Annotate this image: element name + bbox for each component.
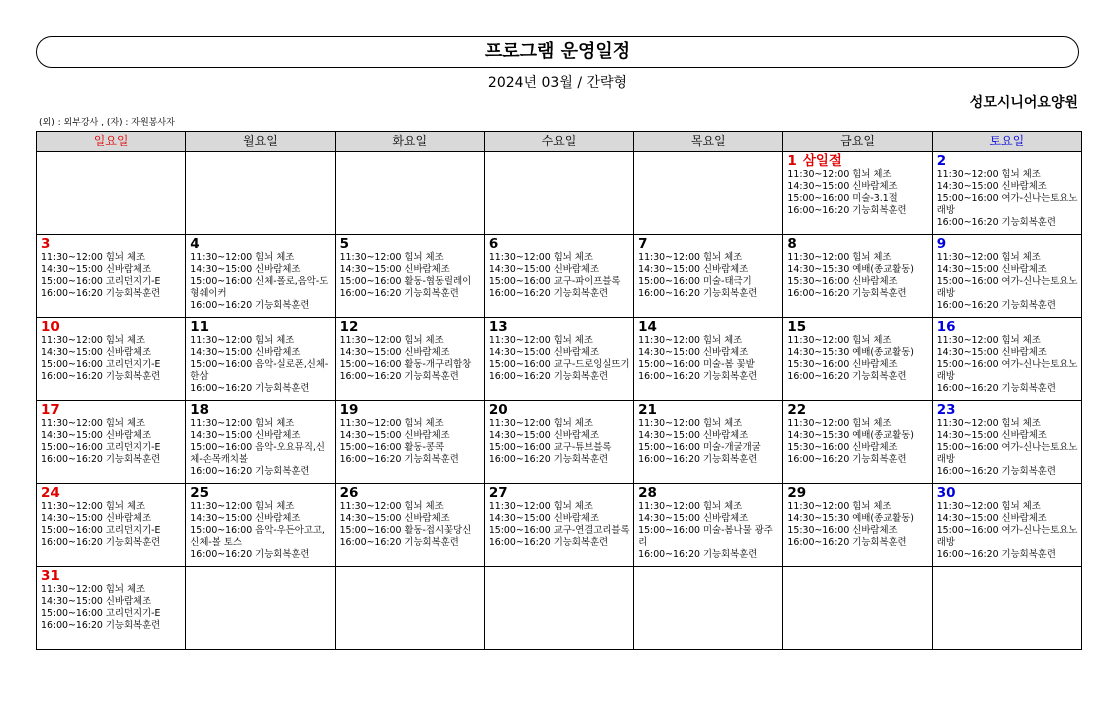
day-number [340,485,481,501]
holiday-label: 삼일절 [802,153,842,169]
schedule-entry: 11:30~12:00 힘뇌 체조 [488,501,593,512]
schedule-entry: 14:30~15:00 신바람체조 [190,513,301,524]
schedule-entry: 11:30~12:00 힘뇌 체조 [488,335,593,346]
calendar-day-cell [484,235,633,318]
calendar-day-cell [335,484,484,567]
day-number [489,402,630,418]
day-content [485,152,633,153]
day-number-text: 14 [638,319,657,335]
schedule-entry: 15:00~16:00 여가-신나는토요노래방 [936,276,1078,299]
schedule-entry: 11:30~12:00 힘뇌 체조 [190,252,295,263]
day-number-text: 23 [936,402,956,418]
schedule-entry: 16:00~16:20 기능회복훈련 [190,300,310,311]
schedule-entry: 11:30~12:00 힘뇌 체조 [41,501,146,512]
day-content [37,567,185,632]
day-number [937,402,1078,418]
schedule-entry: 11:30~12:00 힘뇌 체조 [339,335,444,346]
day-content [336,152,484,153]
weekday-header-wed: 수요일 [484,132,633,152]
schedule-entry: 15:00~16:00 여가-신나는토요노래방 [936,193,1078,216]
calendar-day-cell [932,235,1081,318]
calendar-table [36,131,1082,650]
schedule-entry: 15:00~16:00 활동-협동릴레이 [339,276,472,287]
schedule-entry: 11:30~12:00 힘뇌 체조 [787,169,892,180]
day-number [638,236,779,252]
day-number-text: 31 [41,568,60,584]
schedule-entry: 16:00~16:20 기능회복훈련 [787,537,907,548]
schedule-entry: 15:00~16:00 미술-태극기 [638,276,752,287]
day-content [336,567,484,568]
schedule-entry: 11:30~12:00 힘뇌 체조 [638,501,743,512]
schedule-entry: 14:30~15:00 신바람체조 [339,430,450,441]
day-number [787,153,928,169]
day-content [186,152,334,153]
day-number [41,568,182,584]
schedule-entry: 15:00~16:00 여가-신나는토요노래방 [936,359,1078,382]
schedule-entry: 14:30~15:00 신바람체조 [488,430,599,441]
schedule-entry: 15:00~16:00 고리던지기-E [41,359,161,370]
calendar-day-cell [783,484,932,567]
calendar-day-cell [932,567,1081,650]
day-content [186,318,334,395]
day-content [485,318,633,383]
schedule-entry: 14:30~15:00 신바람체조 [787,181,898,192]
schedule-entry: 15:00~16:00 미술-개굴개굴 [638,442,761,453]
schedule-entry: 16:00~16:20 기능회복훈련 [488,454,609,465]
calendar-day-cell [634,152,783,235]
schedule-entry: 14:30~15:00 신바람체조 [936,513,1047,524]
schedule-entry: 15:00~16:00 고리던지기-E [41,525,161,536]
day-number [787,402,928,418]
day-content [783,318,931,383]
day-content [186,484,334,561]
schedule-entry: 16:00~16:20 기능회복훈련 [190,383,310,394]
schedule-entry: 16:00~16:20 기능회복훈련 [936,383,1056,394]
day-number [340,402,481,418]
calendar-day-cell [37,484,186,567]
day-content [783,484,931,549]
day-number-text: 1 [787,153,797,169]
schedule-entry: 15:00~16:00 교구-드로잉실뜨기 [488,359,630,370]
schedule-entry: 14:30~15:30 예배(종교활동) [787,430,914,441]
day-number-text: 19 [339,402,359,418]
day-content [37,401,185,466]
calendar-day-cell [932,484,1081,567]
schedule-entry: 11:30~12:00 힘뇌 체조 [638,252,743,263]
day-content [783,567,931,568]
schedule-entry: 14:30~15:00 신바람체조 [41,264,152,275]
day-number [41,402,182,418]
schedule-entry: 15:00~16:00 신체-폴로,음악-도형쉐이커 [190,276,329,299]
weekday-header-row [37,132,1082,152]
schedule-entry: 16:00~16:20 기능회복훈련 [936,217,1056,228]
day-content [634,318,782,383]
day-content [336,235,484,300]
schedule-entry: 16:00~16:20 기능회복훈련 [936,549,1056,560]
day-content [485,235,633,300]
schedule-entry: 11:30~12:00 힘뇌 체조 [787,252,892,263]
day-number [638,485,779,501]
schedule-entry: 16:00~16:20 기능회복훈련 [488,371,609,382]
calendar-day-cell [484,567,633,650]
schedule-entry: 16:00~16:20 기능회복훈련 [190,549,310,560]
schedule-entry: 11:30~12:00 힘뇌 체조 [339,252,444,263]
day-number-text: 2 [936,153,947,169]
schedule-entry: 15:00~16:00 여가-신나는토요노래방 [936,442,1078,465]
day-content [933,401,1081,478]
day-number-text: 27 [488,485,508,501]
schedule-entry: 16:00~16:20 기능회복훈련 [488,537,609,548]
day-number-text: 3 [41,236,51,252]
schedule-entry: 15:00~16:00 미술-봄 꽃밭 [638,359,755,370]
day-content [336,318,484,383]
day-number [937,319,1078,335]
organization-name: 성모시니어요양원 [969,95,1078,111]
schedule-entry: 14:30~15:00 신바람체조 [638,264,749,275]
schedule-entry: 14:30~15:00 신바람체조 [638,347,749,358]
day-content [186,401,334,478]
calendar-day-cell [932,401,1081,484]
day-number-text: 20 [488,402,508,418]
calendar-week-row [37,235,1082,318]
schedule-entry: 15:30~16:00 신바람체조 [787,276,898,287]
day-content [933,235,1081,312]
weekday-header-mon: 월요일 [186,132,335,152]
schedule-entry: 14:30~15:30 예배(종교활동) [787,513,914,524]
schedule-entry: 15:00~16:00 교구-연결고리블록 [488,525,630,536]
schedule-entry: 15:00~16:00 고리던지기-E [41,276,161,287]
schedule-entry: 11:30~12:00 힘뇌 체조 [488,252,593,263]
calendar-day-cell [186,152,335,235]
day-number [787,236,928,252]
schedule-entry: 11:30~12:00 힘뇌 체조 [41,418,146,429]
schedule-entry: 14:30~15:00 신바람체조 [638,513,749,524]
schedule-entry: 15:00~16:00 여가-신나는토요노래방 [936,525,1078,548]
day-number-text: 22 [787,402,807,418]
weekday-header-fri: 금요일 [783,132,932,152]
day-content [634,567,782,568]
schedule-entry: 14:30~15:00 신바람체조 [488,347,599,358]
schedule-entry: 14:30~15:00 신바람체조 [936,264,1047,275]
day-content [634,152,782,153]
schedule-entry: 11:30~12:00 힘뇌 체조 [41,252,146,263]
day-number [937,485,1078,501]
weekday-header-sun: 일요일 [37,132,186,152]
day-content [933,567,1081,568]
schedule-entry: 14:30~15:00 신바람체조 [339,513,450,524]
day-number-text: 30 [936,485,956,501]
calendar-body [37,152,1082,650]
calendar-day-cell [783,318,932,401]
schedule-entry: 14:30~15:00 신바람체조 [936,181,1047,192]
calendar-day-cell [783,152,932,235]
day-content [37,318,185,383]
calendar-day-cell [484,484,633,567]
schedule-entry: 14:30~15:00 신바람체조 [190,264,301,275]
schedule-entry: 15:30~16:00 신바람체조 [787,525,898,536]
day-number [41,485,182,501]
day-number-text: 15 [787,319,807,335]
day-number-text: 29 [787,485,807,501]
schedule-entry: 11:30~12:00 힘뇌 체조 [787,418,892,429]
schedule-entry: 11:30~12:00 힘뇌 체조 [638,418,743,429]
schedule-entry: 16:00~16:20 기능회복훈련 [936,466,1056,477]
day-content [933,318,1081,395]
schedule-entry: 11:30~12:00 힘뇌 체조 [787,501,892,512]
calendar-day-cell [335,567,484,650]
schedule-entry: 14:30~15:30 예배(종교활동) [787,264,914,275]
schedule-entry: 16:00~16:20 기능회복훈련 [41,371,161,382]
legend-note: (외) : 외부강사 , (자) : 자원봉사자 [39,118,175,128]
weekday-header-thu: 목요일 [634,132,783,152]
day-number [41,319,182,335]
schedule-entry: 11:30~12:00 힘뇌 체조 [190,418,295,429]
page-subtitle: 2024년 03월 / 간략형 [487,75,628,91]
schedule-entry: 14:30~15:00 신바람체조 [190,347,301,358]
schedule-entry: 11:30~12:00 힘뇌 체조 [787,335,892,346]
schedule-entry: 16:00~16:20 기능회복훈련 [936,300,1056,311]
day-number [340,319,481,335]
schedule-entry: 11:30~12:00 힘뇌 체조 [638,335,743,346]
day-number [190,485,331,501]
calendar-day-cell [932,318,1081,401]
day-number [787,319,928,335]
schedule-entry: 14:30~15:00 신바람체조 [936,430,1047,441]
day-number-text: 16 [936,319,956,335]
calendar-day-cell [783,401,932,484]
day-content [783,401,931,466]
schedule-entry: 11:30~12:00 힘뇌 체조 [936,501,1041,512]
schedule-entry: 15:00~16:00 활동-접시꽃당신 [339,525,472,536]
schedule-entry: 15:00~16:00 고리던지기-E [41,608,161,619]
day-number-text: 4 [190,236,200,252]
schedule-entry: 16:00~16:20 기능회복훈련 [638,288,758,299]
schedule-entry: 16:00~16:20 기능회복훈련 [638,371,758,382]
schedule-entry: 14:30~15:00 신바람체조 [638,430,749,441]
schedule-entry: 15:30~16:00 신바람체조 [787,359,898,370]
calendar-day-cell [634,567,783,650]
day-number-text: 5 [339,236,349,252]
calendar-day-cell [186,401,335,484]
calendar-day-cell [186,318,335,401]
schedule-entry: 11:30~12:00 힘뇌 체조 [488,418,593,429]
calendar-day-cell [335,235,484,318]
schedule-entry: 16:00~16:20 기능회복훈련 [41,620,161,631]
calendar-day-cell [37,235,186,318]
day-content [37,484,185,549]
schedule-entry: 16:00~16:20 기능회복훈련 [787,205,907,216]
schedule-entry: 16:00~16:20 기능회복훈련 [339,454,459,465]
calendar-day-cell [186,484,335,567]
day-number-text: 21 [638,402,657,418]
schedule-entry: 14:30~15:00 신바람체조 [339,264,450,275]
calendar-day-cell [37,152,186,235]
schedule-entry: 14:30~15:00 신바람체조 [41,513,152,524]
schedule-entry: 11:30~12:00 힘뇌 체조 [936,418,1041,429]
calendar-day-cell [634,235,783,318]
schedule-entry: 14:30~15:00 신바람체조 [41,347,152,358]
calendar-day-cell [186,567,335,650]
schedule-entry: 11:30~12:00 힘뇌 체조 [936,252,1041,263]
day-number-text: 8 [787,236,797,252]
day-content [186,567,334,568]
schedule-entry: 14:30~15:00 신바람체조 [936,347,1047,358]
schedule-entry: 11:30~12:00 힘뇌 체조 [339,501,444,512]
day-number-text: 7 [638,236,648,252]
day-number-text: 18 [190,402,210,418]
schedule-entry: 15:00~16:00 고리던지기-E [41,442,161,453]
schedule-entry: 15:00~16:00 교구-튜브블록 [488,442,612,453]
calendar-day-cell [634,484,783,567]
calendar-day-cell [37,401,186,484]
schedule-entry: 16:00~16:20 기능회복훈련 [339,537,459,548]
day-number [638,402,779,418]
day-number-text: 12 [339,319,359,335]
day-number-text: 28 [638,485,657,501]
calendar-week-row [37,152,1082,235]
day-content [933,152,1081,229]
day-content [634,484,782,561]
schedule-entry: 14:30~15:00 신바람체조 [41,596,152,607]
day-number-text: 25 [190,485,210,501]
schedule-entry: 11:30~12:00 힘뇌 체조 [339,418,444,429]
calendar-day-cell [783,235,932,318]
schedule-entry: 16:00~16:20 기능회복훈련 [787,371,907,382]
day-content [634,401,782,466]
calendar-day-cell [634,318,783,401]
schedule-entry: 16:00~16:20 기능회복훈련 [787,288,907,299]
page-title: 프로그램 운영일정 [36,36,1079,68]
calendar-week-row [37,318,1082,401]
day-number [41,236,182,252]
day-number [638,319,779,335]
schedule-entry: 16:00~16:20 기능회복훈련 [638,454,758,465]
calendar-day-cell [484,152,633,235]
day-content [37,235,185,300]
schedule-entry: 14:30~15:00 신바람체조 [488,264,599,275]
day-number [937,236,1078,252]
day-number [489,236,630,252]
schedule-entry: 11:30~12:00 힘뇌 체조 [936,169,1041,180]
day-content [485,484,633,549]
calendar-day-cell [634,401,783,484]
schedule-entry: 11:30~12:00 힘뇌 체조 [190,335,295,346]
schedule-entry: 14:30~15:00 신바람체조 [488,513,599,524]
day-content [634,235,782,300]
schedule-entry: 15:00~16:00 음악-오요뮤직,신체-손목캐치볼 [190,442,325,465]
schedule-entry: 15:30~16:00 신바람체조 [787,442,898,453]
schedule-entry: 15:00~16:00 음악-실로폰,신체-한삼 [190,359,329,382]
calendar-day-cell [37,567,186,650]
schedule-entry: 11:30~12:00 힘뇌 체조 [936,335,1041,346]
day-content [933,484,1081,561]
schedule-entry: 16:00~16:20 기능회복훈련 [638,549,758,560]
calendar-day-cell [186,235,335,318]
day-content [186,235,334,312]
weekday-header-sat: 토요일 [932,132,1081,152]
calendar-day-cell [484,401,633,484]
day-number-text: 13 [488,319,508,335]
schedule-entry: 15:00~16:00 교구-파이프블록 [488,276,621,287]
day-content [336,401,484,466]
day-content [336,484,484,549]
schedule-entry: 14:30~15:00 신바람체조 [190,430,301,441]
calendar-day-cell [484,318,633,401]
day-content [37,152,185,153]
day-number-text: 10 [41,319,60,335]
schedule-entry: 16:00~16:20 기능회복훈련 [41,454,161,465]
calendar-day-cell [37,318,186,401]
day-number [340,236,481,252]
schedule-entry: 14:30~15:30 예배(종교활동) [787,347,914,358]
day-number-text: 9 [936,236,947,252]
schedule-entry: 16:00~16:20 기능회복훈련 [41,288,161,299]
calendar-day-cell [335,152,484,235]
day-number [190,236,331,252]
day-number [489,485,630,501]
calendar-week-row [37,484,1082,567]
schedule-entry: 15:00~16:00 활동-개구리합창 [339,359,472,370]
schedule-entry: 15:00~16:00 활동-콩콕 [339,442,445,453]
calendar-week-row [37,401,1082,484]
schedule-entry: 15:00~16:00 미술-3.1절 [787,193,898,204]
schedule-entry: 16:00~16:20 기능회복훈련 [190,466,310,477]
calendar-day-cell [783,567,932,650]
day-number-text: 6 [488,236,499,252]
day-number-text: 11 [190,319,210,335]
schedule-entry: 16:00~16:20 기능회복훈련 [339,371,459,382]
schedule-entry: 11:30~12:00 힘뇌 체조 [41,584,146,595]
calendar-day-cell [932,152,1081,235]
weekday-header-tue: 화요일 [335,132,484,152]
calendar-week-row [37,567,1082,650]
day-content [485,401,633,466]
day-content [783,152,931,217]
day-number [787,485,928,501]
day-number [190,402,331,418]
day-number [937,153,1078,169]
schedule-entry: 16:00~16:20 기능회복훈련 [488,288,609,299]
schedule-entry: 11:30~12:00 힘뇌 체조 [190,501,295,512]
schedule-entry: 16:00~16:20 기능회복훈련 [787,454,907,465]
day-number [489,319,630,335]
calendar-day-cell [335,318,484,401]
calendar-day-cell [335,401,484,484]
schedule-entry: 15:00~16:00 미술-봄나물 광주리 [638,525,773,548]
day-number-text: 24 [41,485,60,501]
day-content [485,567,633,568]
day-number-text: 17 [41,402,60,418]
day-number-text: 26 [339,485,359,501]
day-content [783,235,931,300]
schedule-entry: 16:00~16:20 기능회복훈련 [41,537,161,548]
schedule-entry: 11:30~12:00 힘뇌 체조 [41,335,146,346]
day-number [190,319,331,335]
schedule-entry: 16:00~16:20 기능회복훈련 [339,288,459,299]
schedule-entry: 14:30~15:00 신바람체조 [41,430,152,441]
schedule-entry: 15:00~16:00 음악-우든아고고,신체-볼 토스 [190,525,325,548]
schedule-entry: 14:30~15:00 신바람체조 [339,347,450,358]
